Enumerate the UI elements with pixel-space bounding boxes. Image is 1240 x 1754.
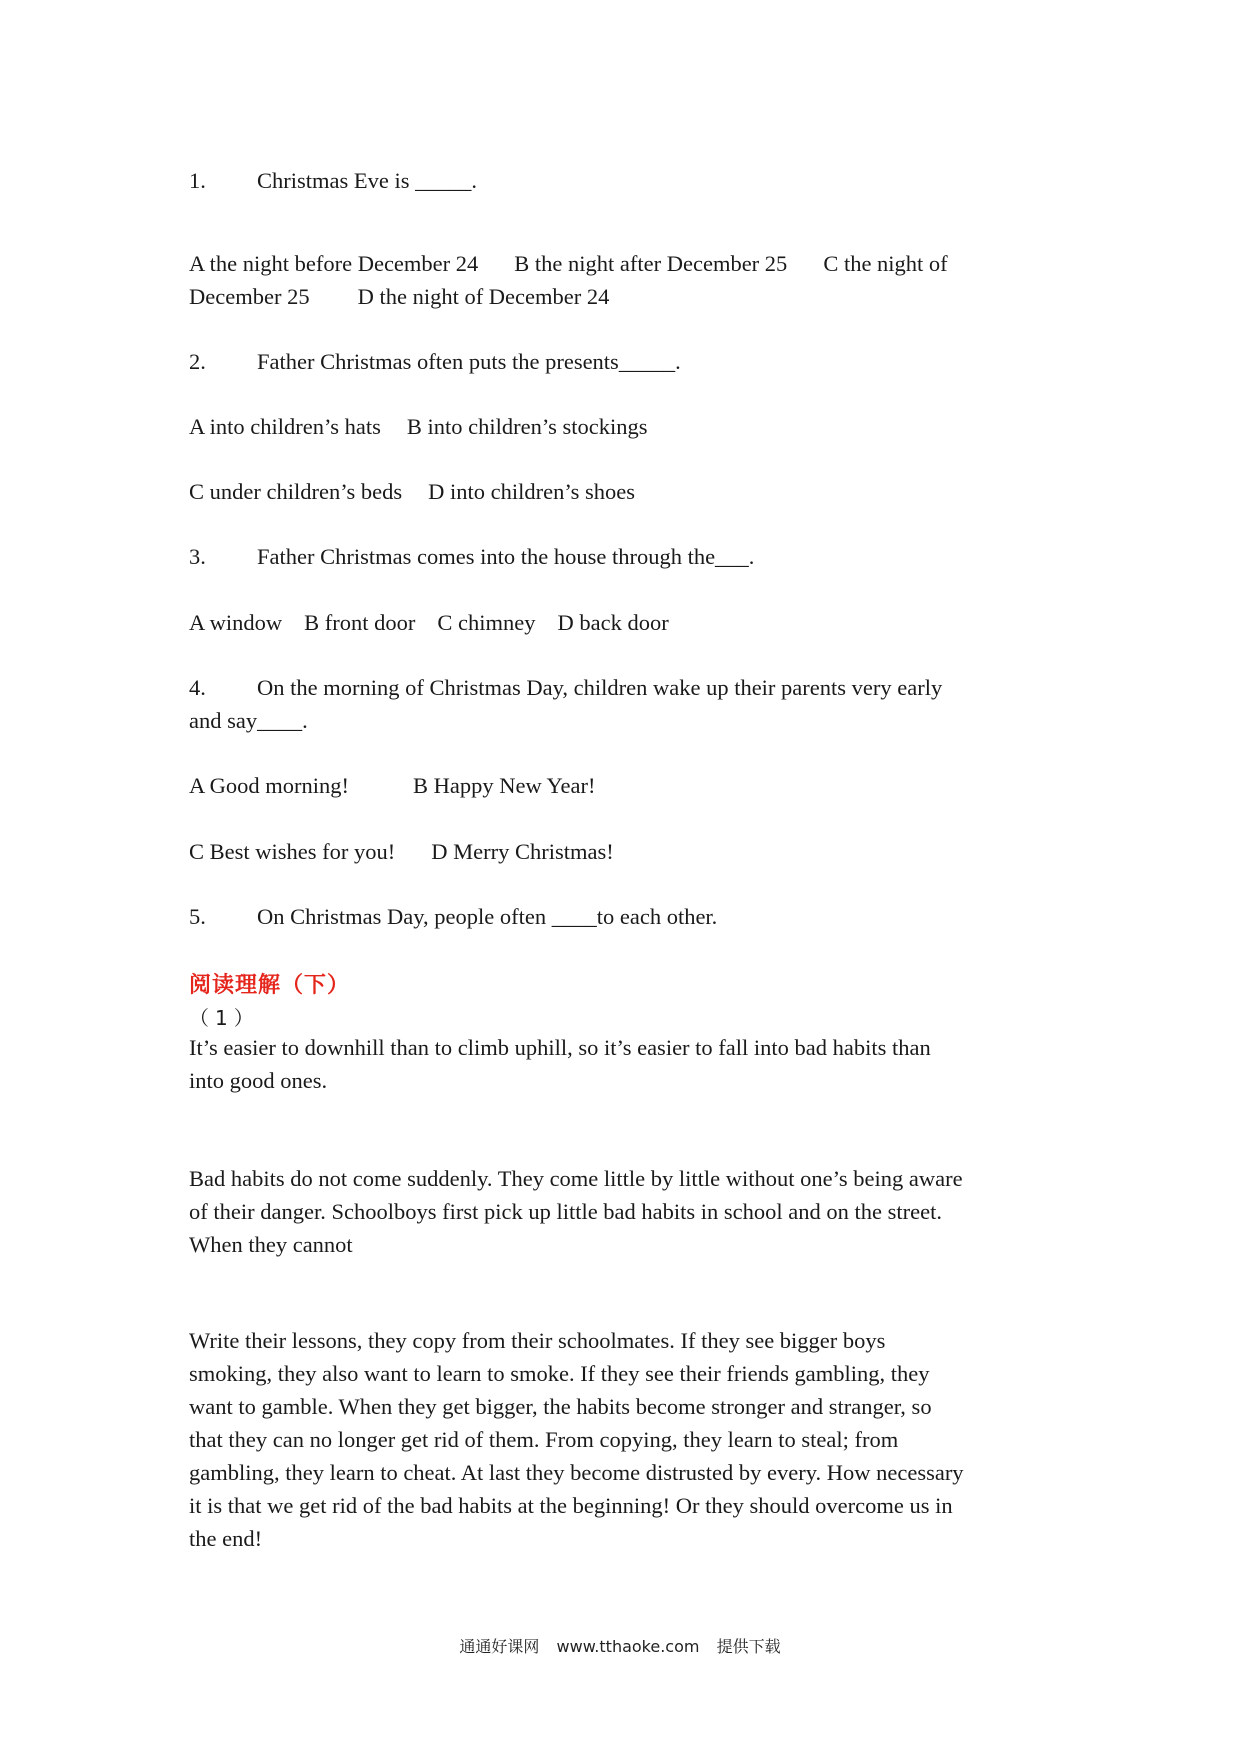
question-1-options-line-1 — [189, 247, 948, 280]
question-text: On the morning of Christmas Day, children wake up their parents very early — [257, 675, 943, 700]
question-1 — [189, 164, 477, 197]
question-2-options-line-2 — [189, 475, 635, 508]
question-3 — [189, 540, 754, 573]
section-heading: 阅读理解（下） — [189, 973, 351, 998]
question-text: Father Christmas comes into the house through the___. — [257, 544, 755, 569]
question-number: 4. — [189, 675, 206, 700]
question-4-options-line-2 — [189, 835, 614, 868]
passage-line: that they can no longer get rid of them. From copying, they learn to steal; from — [189, 1427, 899, 1452]
question-4-options-line-1 — [189, 769, 595, 802]
option-b: B into children’s stockings — [406, 414, 648, 439]
question-number: 1. — [189, 168, 206, 193]
question-3-options — [189, 606, 669, 639]
option-c: C Best wishes for you! — [189, 839, 396, 864]
option-d: D the night of December 24 — [357, 284, 610, 309]
passage-line: When they cannot — [189, 1232, 353, 1257]
option-d: D Merry Christmas! — [431, 839, 614, 864]
question-number: 2. — [189, 349, 206, 374]
option-c: C chimney — [437, 610, 536, 635]
passage-paragraph-2 — [189, 1162, 1069, 1261]
question-1-options-line-2 — [189, 280, 609, 313]
question-text: Father Christmas often puts the presents_____. — [257, 349, 681, 374]
option-a: A Good morning! — [189, 773, 349, 798]
passage-line: gambling, they learn to cheat. At last they become distrusted by every. How necessary — [189, 1460, 964, 1485]
passage-line: the end! — [189, 1526, 263, 1551]
question-2 — [189, 345, 681, 378]
passage-line: into good ones. — [189, 1068, 328, 1093]
page-footer — [0, 1634, 1240, 1657]
passage-line: It’s easier to downhill than to climb uphill, so it’s easier to fall into bad habits than — [189, 1035, 931, 1060]
question-text: On Christmas Day, people often ____to each other. — [257, 904, 718, 929]
option-a: A window — [189, 610, 283, 635]
question-4 — [189, 671, 942, 704]
option-a: A the night before December 24 — [189, 251, 479, 276]
question-text-continued: and say____. — [189, 708, 308, 733]
question-5 — [189, 900, 717, 933]
question-4-continued — [189, 704, 308, 737]
option-a: A into children’s hats — [189, 414, 381, 439]
question-2-options-line-1 — [189, 410, 647, 443]
question-number: 3. — [189, 544, 206, 569]
passage-line: it is that we get rid of the bad habits at the beginning! Or they should overcome us in — [189, 1493, 953, 1518]
option-c-continued: December 25 — [189, 284, 310, 309]
passage-line: want to gamble. When they get bigger, the habits become stronger and stranger, so — [189, 1394, 932, 1419]
passage-paragraph-3 — [189, 1324, 1069, 1555]
option-b: B front door — [304, 610, 416, 635]
option-c: C under children’s beds — [189, 479, 403, 504]
passage-line: smoking, they also want to learn to smoke. If they see their friends gambling, they — [189, 1361, 930, 1386]
option-d: D back door — [557, 610, 669, 635]
section-subheading: （1） — [189, 1006, 260, 1030]
passage-line: of their danger. Schoolboys first pick up little bad habits in school and on the street. — [189, 1199, 942, 1224]
question-number: 5. — [189, 904, 206, 929]
passage-paragraph-1 — [189, 1031, 1069, 1097]
option-b: B the night after December 25 — [514, 251, 788, 276]
passage-line: Write their lessons, they copy from their schoolmates. If they see bigger boys — [189, 1328, 886, 1353]
footer-url: www.tthaoke.com — [556, 1637, 700, 1656]
option-b: B Happy New Year! — [413, 773, 596, 798]
question-text: Christmas Eve is _____. — [257, 168, 477, 193]
footer-tagline: 提供下载 — [716, 1637, 781, 1656]
option-d: D into children’s shoes — [428, 479, 635, 504]
footer-site-name: 通通好课网 — [459, 1637, 540, 1656]
option-c: C the night of — [823, 251, 948, 276]
passage-line: Bad habits do not come suddenly. They come little by little without one’s being aware — [189, 1166, 963, 1191]
